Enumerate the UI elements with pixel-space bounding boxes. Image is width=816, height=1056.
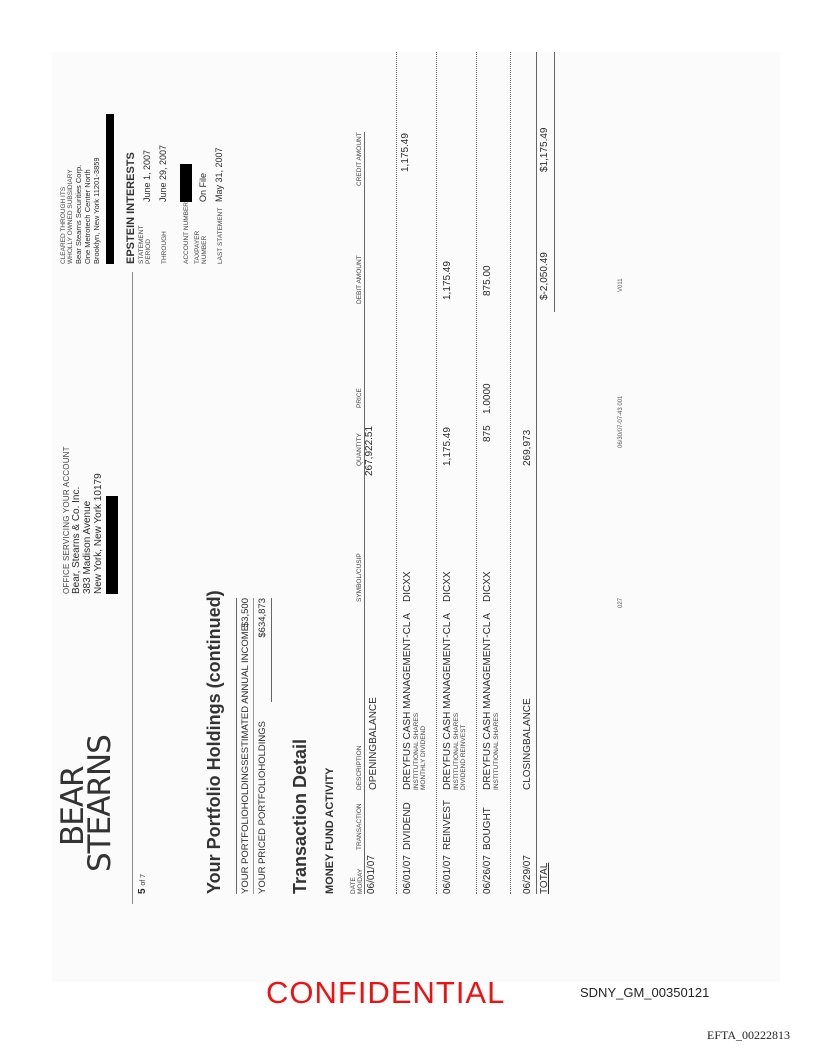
row3-date: 06/01/07 [442,855,453,894]
redaction-bar [106,496,118,594]
last-statement-label: LAST STATEMENT [217,207,224,264]
office-address-1: 383 Madison Avenue [82,500,93,594]
holdings-label-1: YOUR PORTFOLIOHOLDINGSESTIMATED ANNUAL INCOME [240,624,251,894]
last-statement: May 31, 2007 [214,147,224,202]
account-name: EPSTEIN INTERESTS [125,152,137,264]
spacer [132,268,332,272]
row4-date: 06/26/07 [482,855,493,894]
row4-desc-2: INSTITUTIONAL SHARES [493,712,500,790]
row3-qty: 1,175.49 [442,427,453,466]
header-rule [132,272,133,904]
total-rule-top [536,52,537,894]
total-rule-bottom [554,52,555,312]
row4-qty: 875 [482,425,493,442]
cleared-line-1: CLEARED THROUGH ITS [60,186,67,264]
row4-type: BOUGHT [482,807,493,850]
footer-code-1: 027 [618,597,624,608]
row2-type: DIVIDEND [402,802,413,850]
holdings-rule-mid [253,598,254,894]
cleared-name: Bear Stearns Securities Corp. [74,164,83,264]
row-divider [436,52,437,894]
total-debit: $-2,050.49 [539,252,550,300]
taxpayer-label: TAXPAYER NUMBER [194,230,208,264]
row2-credit: 1,175.49 [400,133,411,172]
total-credit: $1,175.49 [539,127,550,172]
row5-qty: 269,973 [522,429,533,466]
confidential-stamp: CONFIDENTIAL [266,975,506,1010]
col-date-label: DATE [350,877,357,894]
row4-price: 1.0000 [482,383,493,414]
col-symbol: SYMBOL/CUSIP [356,553,363,602]
col-quantity: QUANTITY [356,433,363,466]
row5-date: 06/29/07 [522,855,533,894]
rotated-statement [52,52,722,912]
cleared-block [60,64,137,264]
row4-desc-1: DREYFUS CASH MANAGEMENT-CL A [482,613,493,790]
office-label: OFFICE SERVICING YOUR ACCOUNT [62,446,71,594]
col-price: PRICE [356,388,363,408]
bear-stearns-logo [55,735,118,872]
holdings-row-1 [240,598,251,894]
row2-desc-3: MONTHLY DIVIDEND [420,725,427,790]
efta-number: EFTA_00222813 [707,1028,791,1042]
statement-period-label: STATEMENT PERIOD [138,225,152,264]
row4-symbol: DICXX [482,571,493,602]
footer-code-2: 06/30/07-07-43 001 [618,395,624,448]
row1-qty: 267,922.51 [364,425,375,476]
row3-type: REINVEST [442,799,453,850]
col-credit: CREDIT AMOUNT [356,132,363,186]
scanned-page [52,52,780,982]
col-date [350,869,364,894]
total-label: TOTAL [539,862,550,894]
logo-line1: BEAR [55,766,91,846]
bates-number: SDNY_GM_00350121 [580,985,710,1000]
holdings-value-1: $3,500 [240,598,251,628]
page-of: of 7 [140,873,147,886]
row3-desc [442,613,467,790]
account-number-redaction [180,164,192,202]
holdings-rule-bottom [271,598,272,702]
cleared-line-2: WHOLLY OWNED SUBSIDIARY [67,169,74,264]
transactions-subtitle: MONEY FUND ACTIVITY [324,767,336,894]
redaction-bar [106,114,114,264]
row3-desc-2: INSTITUTIONAL SHARES [453,712,460,790]
holdings-row-2 [257,598,268,894]
col-debit: DEBIT AMOUNT [356,255,363,304]
office-block [62,446,123,594]
col-transaction: TRANSACTION [356,803,363,850]
through-date: June 29, 2007 [158,144,168,202]
row5-desc: CLOSINGBALANCE [522,698,533,790]
row1-desc: OPENINGBALANCE [368,697,379,790]
office-address-2 [93,446,104,594]
row1-date: 06/01/07 [366,855,377,894]
logo-line2: STEARNS [82,735,118,872]
statement-info [138,54,224,264]
taxpayer-value: On File [198,172,208,202]
transactions-title: Transaction Detail [290,738,310,894]
col-description: DESCRIPTION [356,745,363,790]
row2-desc [402,613,427,790]
row2-desc-2: INSTITUTIONAL SHARES [413,712,420,790]
row3-symbol: DICXX [442,571,453,602]
holdings-title: Your Portfolio Holdings (continued) [204,590,224,894]
row2-symbol: DICXX [402,571,413,602]
row3-desc-1: DREYFUS CASH MANAGEMENT-CL A [442,613,453,790]
row-divider [510,52,511,894]
row4-desc [482,613,500,790]
footer-code-3: V011 [618,278,624,292]
page-number: 5 [137,888,148,894]
office-address-2-text: New York, New York 10179 [93,473,104,594]
row3-debit: 1,175.49 [442,261,453,300]
row3-desc-3: DIVIDEND REINVEST [460,724,467,790]
row-divider [476,52,477,894]
row-divider [396,52,397,894]
statement-period: June 1, 2007 [142,149,152,202]
holdings-rule-top [236,598,237,894]
col-date-sub: MO/DAY [357,868,364,894]
table-header-rule [364,132,365,894]
through-label: THROUGH [161,231,168,264]
account-number-label: ACCOUNT NUMBER [183,202,191,264]
cleared-address-2: Brooklyn, New York 11201-3859 [92,157,101,264]
row2-date: 06/01/07 [402,855,413,894]
office-name: Bear, Stearns & Co. Inc. [71,486,82,594]
row2-desc-1: DREYFUS CASH MANAGEMENT-CL A [402,613,413,790]
page-indicator [137,874,148,894]
holdings-label-2: YOUR PRICED PORTFOLIOHOLDINGS [257,721,268,894]
holdings-value-2: $634,873 [257,598,268,638]
row4-debit: 875.00 [482,265,493,296]
cleared-address-1: One Metrotech Center North [83,169,92,264]
